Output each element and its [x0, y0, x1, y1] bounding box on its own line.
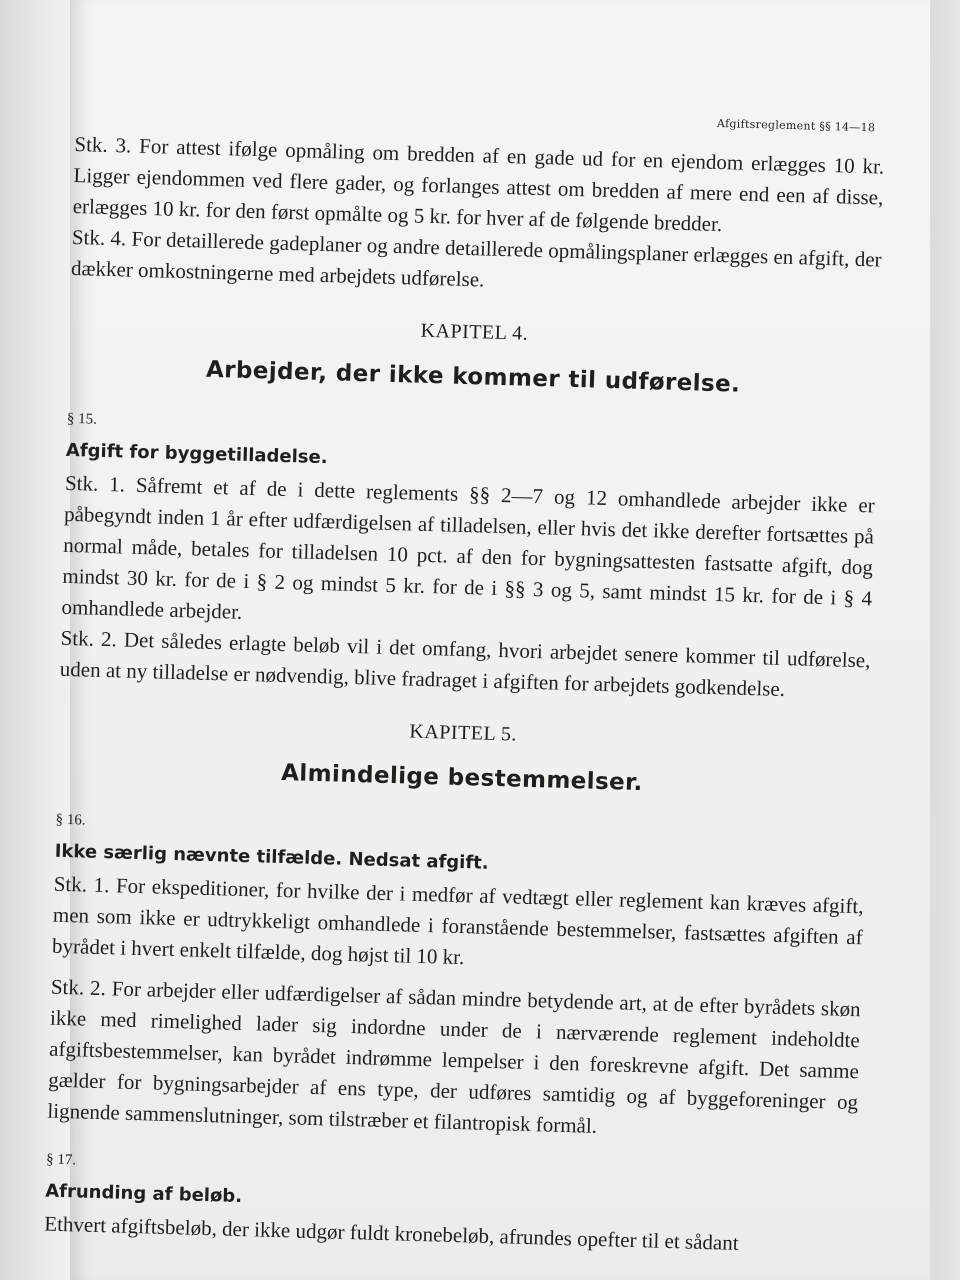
chapter-4-label: KAPITEL 4. [420, 319, 529, 345]
section-16-stk2: Stk. 2. For arbejder eller udfærdigelser af sådan mindre betydende art, at de efter byrådets skøn ikke med rimelighed lader sig indordne under de i nærværende reglement indeholdte afgiftsbestemmelser, kan byrådet indrømme lempelser i den foreskrevne afgift. Det samme gælder for bygningsarbejder af ens type, der udføres samtidig og af byggeforeninger og lignende sammenslutninger, som tilstræber et filantropisk formål. [47, 974, 861, 1138]
chapter-5-title: Almindelige bestemmelser. [280, 759, 644, 797]
section-17-text: Ethvert afgiftsbeløb, der ikke udgør fuldt kronebeløb, afrundes opefter til et sådant [44, 1211, 739, 1255]
section-15-stk2: Stk. 2. Det således erlagte beløb vil i det omfang, hvori arbejdet senere kommer til udførelse, uden at ny tilladelse er nødvendig, blive fradraget i afgiften for arbejdets godkendelse. [59, 625, 871, 702]
section-15-stk1: Stk. 1. Såfremt et af de i dette reglements §§ 2—7 og 12 omhandlede arbejder ikke er påbegyndt inden 1 år efter udfærdigelsen af tilladelsen, eller hvis det ikke derefter fortsættes på normal måde, betales for tilladelsen 10 pct. af den for bygningsattesten fastsatte afgift, dog mindst 30 kr. for de i § 2 og mindst 5 kr. for de i §§ 3 og 5, samt mindst 15 kr. for de i § 4 omhandlede arbejder. [61, 470, 876, 624]
section-17-number: § 17. [45, 1151, 77, 1169]
section-17-title: Afrunding af beløb. [44, 1180, 243, 1208]
paragraph-stk4: Stk. 4. For detaillerede gadeplaner og andre detaillerede opmålingsplaner erlægges en afgift, der dækker omkostningerne med arbejdets udførelse. [70, 224, 882, 292]
chapter-5-label: KAPITEL 5. [409, 720, 518, 746]
document-page [44, 0, 930, 1280]
chapter-4-title: Arbejder, der ikke kommer til udførelse. [205, 356, 741, 398]
section-16-stk1: Stk. 1. For ekspeditioner, for hvilke der i medfør af vedtægt eller reglement kan kræves afgift, men som ikke er udtrykkeligt omhandlede i foranstående bestemmelser, fastsættes afgiften af byrådet i hvert enkelt tilfælde, dog højst til 10 kr. [51, 871, 864, 970]
section-15-title: Afgift for byggetilladelse. [65, 439, 328, 469]
section-16-number: § 16. [55, 811, 86, 829]
page-text [44, 90, 886, 1262]
section-16-title: Ikke særlig nævnte tilfælde. Nedsat afgift. [54, 840, 489, 874]
section-15-number: § 15. [66, 410, 98, 428]
running-head: Afgiftsreglement §§ 14—18 [716, 116, 876, 135]
paragraph-stk3: Stk. 3. For attest ifølge opmåling om bredden af en gade ud for en ejendom erlægges 10 kr. Ligger ejendommen ved flere gader, og forlanges attest om bredden af mere end een af disse, erlægges 10 kr. for den først opmålte og 5 kr. for hver af de følgende bredder. [72, 131, 885, 237]
